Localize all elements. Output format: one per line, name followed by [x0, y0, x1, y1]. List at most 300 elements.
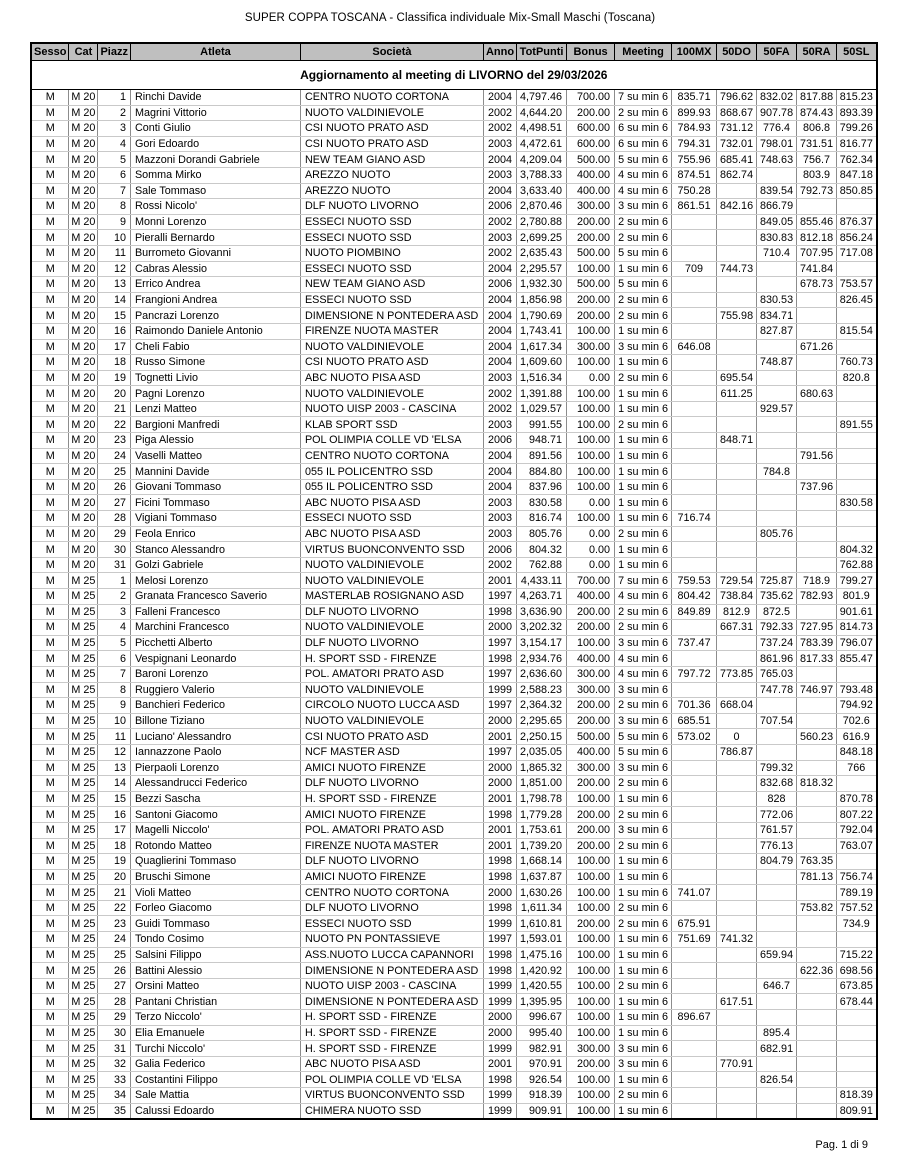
cell-piazz: 6 — [98, 651, 131, 667]
cell-cat: M 20 — [69, 511, 98, 527]
cell-sesso: M — [31, 916, 69, 932]
cell-cat: M 20 — [69, 308, 98, 324]
cell-bonus: 500.00 — [567, 277, 615, 293]
cell-atleta: Forleo Giacomo — [130, 900, 300, 916]
cell-atleta: Frangioni Andrea — [130, 292, 300, 308]
cell-bonus: 600.00 — [567, 136, 615, 152]
cell-bonus: 100.00 — [567, 433, 615, 449]
cell-societa: NUOTO VALDINIEVOLE — [300, 105, 483, 121]
cell-sesso: M — [31, 526, 69, 542]
cell-50fa — [757, 900, 797, 916]
cell-piazz: 16 — [98, 323, 131, 339]
cell-100mx — [672, 323, 717, 339]
cell-50ra: 803.9 — [797, 167, 837, 183]
cell-societa: ESSECI NUOTO SSD — [300, 230, 483, 246]
cell-bonus: 700.00 — [567, 90, 615, 106]
cell-totpunti: 4,498.51 — [517, 121, 567, 137]
cell-cat: M 25 — [69, 963, 98, 979]
cell-cat: M 25 — [69, 573, 98, 589]
cell-cat: M 25 — [69, 1056, 98, 1072]
cell-totpunti: 1,029.57 — [517, 401, 567, 417]
cell-sesso: M — [31, 932, 69, 948]
cell-piazz: 22 — [98, 417, 131, 433]
table-row — [31, 495, 877, 511]
cell-totpunti: 2,635.43 — [517, 245, 567, 261]
cell-anno: 2000 — [483, 776, 516, 792]
cell-totpunti: 1,637.87 — [517, 869, 567, 885]
cell-50fa — [757, 963, 797, 979]
cell-sesso: M — [31, 152, 69, 168]
cell-50fa — [757, 495, 797, 511]
cell-50do: 617.51 — [717, 994, 757, 1010]
cell-societa: ABC NUOTO PISA ASD — [300, 526, 483, 542]
cell-bonus: 200.00 — [567, 807, 615, 823]
cell-100mx: 899.93 — [672, 105, 717, 121]
cell-anno: 2003 — [483, 511, 516, 527]
cell-meeting: 3 su min 6 — [615, 760, 672, 776]
cell-50do: 770.91 — [717, 1056, 757, 1072]
cell-100mx: 646.08 — [672, 339, 717, 355]
cell-totpunti: 995.40 — [517, 1025, 567, 1041]
cell-meeting: 1 su min 6 — [615, 947, 672, 963]
cell-piazz: 17 — [98, 339, 131, 355]
cell-cat: M 20 — [69, 136, 98, 152]
cell-piazz: 3 — [98, 121, 131, 137]
cell-anno: 2004 — [483, 355, 516, 371]
table-row — [31, 620, 877, 636]
cell-50sl: 816.77 — [837, 136, 877, 152]
cell-100mx — [672, 1041, 717, 1057]
cell-totpunti: 1,753.61 — [517, 822, 567, 838]
cell-societa: DLF NUOTO LIVORNO — [300, 635, 483, 651]
cell-societa: CSI NUOTO PRATO ASD — [300, 121, 483, 137]
table-row — [31, 635, 877, 651]
cell-50sl — [837, 433, 877, 449]
cell-bonus: 100.00 — [567, 464, 615, 480]
cell-sesso: M — [31, 838, 69, 854]
table-row — [31, 542, 877, 558]
cell-bonus: 400.00 — [567, 167, 615, 183]
table-row — [31, 916, 877, 932]
table-row — [31, 932, 877, 948]
cell-50ra — [797, 885, 837, 901]
cell-bonus: 100.00 — [567, 994, 615, 1010]
cell-50fa — [757, 1088, 797, 1104]
cell-50ra: 756.7 — [797, 152, 837, 168]
cell-meeting: 1 su min 6 — [615, 932, 672, 948]
cell-50sl: 830.58 — [837, 495, 877, 511]
cell-anno: 2000 — [483, 1025, 516, 1041]
cell-atleta: Mazzoni Dorandi Gabriele — [130, 152, 300, 168]
cell-50ra — [797, 838, 837, 854]
cell-50do: 786.87 — [717, 744, 757, 760]
cell-anno: 1997 — [483, 635, 516, 651]
cell-50fa — [757, 417, 797, 433]
cell-sesso: M — [31, 495, 69, 511]
cell-atleta: Melosi Lorenzo — [130, 573, 300, 589]
cell-50ra — [797, 464, 837, 480]
cell-50sl: 801.9 — [837, 589, 877, 605]
cell-100mx: 675.91 — [672, 916, 717, 932]
cell-anno: 2004 — [483, 339, 516, 355]
cell-meeting: 3 su min 6 — [615, 339, 672, 355]
cell-50fa — [757, 994, 797, 1010]
cell-sesso: M — [31, 90, 69, 106]
table-row — [31, 1010, 877, 1026]
cell-totpunti: 982.91 — [517, 1041, 567, 1057]
cell-50do — [717, 807, 757, 823]
cell-totpunti: 1,668.14 — [517, 854, 567, 870]
cell-100mx: 685.51 — [672, 713, 717, 729]
cell-bonus: 100.00 — [567, 932, 615, 948]
cell-cat: M 20 — [69, 277, 98, 293]
cell-anno: 2002 — [483, 386, 516, 402]
cell-100mx — [672, 386, 717, 402]
cell-50ra — [797, 1010, 837, 1026]
cell-piazz: 26 — [98, 963, 131, 979]
cell-50sl: 848.18 — [837, 744, 877, 760]
cell-50do: 611.25 — [717, 386, 757, 402]
cell-meeting: 4 su min 6 — [615, 666, 672, 682]
cell-cat: M 20 — [69, 479, 98, 495]
cell-atleta: Piga Alessio — [130, 433, 300, 449]
cell-totpunti: 991.55 — [517, 417, 567, 433]
cell-sesso: M — [31, 822, 69, 838]
cell-atleta: Terzo Niccolo' — [130, 1010, 300, 1026]
cell-cat: M 20 — [69, 105, 98, 121]
cell-atleta: Violi Matteo — [130, 885, 300, 901]
cell-totpunti: 2,588.23 — [517, 682, 567, 698]
cell-meeting: 1 su min 6 — [615, 963, 672, 979]
cell-meeting: 1 su min 6 — [615, 261, 672, 277]
cell-piazz: 22 — [98, 900, 131, 916]
cell-50ra: 817.33 — [797, 651, 837, 667]
cell-50ra — [797, 1025, 837, 1041]
cell-100mx — [672, 230, 717, 246]
cell-50fa: 827.87 — [757, 323, 797, 339]
cell-50fa: 710.4 — [757, 245, 797, 261]
cell-50sl: 760.73 — [837, 355, 877, 371]
cell-atleta: Sale Mattia — [130, 1088, 300, 1104]
cell-societa: AREZZO NUOTO — [300, 183, 483, 199]
cell-totpunti: 1,739.20 — [517, 838, 567, 854]
cell-societa: VIRTUS BUONCONVENTO SSD — [300, 542, 483, 558]
cell-totpunti: 4,472.61 — [517, 136, 567, 152]
cell-100mx — [672, 542, 717, 558]
table-row — [31, 651, 877, 667]
cell-100mx — [672, 854, 717, 870]
cell-50ra — [797, 308, 837, 324]
cell-50fa: 832.68 — [757, 776, 797, 792]
cell-sesso: M — [31, 729, 69, 745]
cell-totpunti: 3,154.17 — [517, 635, 567, 651]
cell-piazz: 34 — [98, 1088, 131, 1104]
cell-atleta: Falleni Francesco — [130, 604, 300, 620]
cell-bonus: 200.00 — [567, 776, 615, 792]
cell-cat: M 25 — [69, 635, 98, 651]
cell-bonus: 100.00 — [567, 947, 615, 963]
cell-100mx: 861.51 — [672, 199, 717, 215]
cell-50ra — [797, 994, 837, 1010]
cell-sesso: M — [31, 1088, 69, 1104]
cell-sesso: M — [31, 947, 69, 963]
table-row — [31, 136, 877, 152]
cell-50ra — [797, 744, 837, 760]
cell-sesso: M — [31, 401, 69, 417]
cell-meeting: 2 su min 6 — [615, 308, 672, 324]
table-row — [31, 869, 877, 885]
cell-societa: CSI NUOTO PRATO ASD — [300, 729, 483, 745]
cell-meeting: 3 su min 6 — [615, 713, 672, 729]
table-row — [31, 1041, 877, 1057]
page-number: Pag. 1 di 9 — [815, 1139, 868, 1151]
cell-sesso: M — [31, 900, 69, 916]
cell-50do — [717, 760, 757, 776]
cell-piazz: 11 — [98, 245, 131, 261]
cell-50fa — [757, 542, 797, 558]
cell-meeting: 2 su min 6 — [615, 620, 672, 636]
cell-societa: DIMENSIONE N PONTEDERA ASD — [300, 308, 483, 324]
cell-50fa: 682.91 — [757, 1041, 797, 1057]
cell-bonus: 100.00 — [567, 885, 615, 901]
cell-50fa: 929.57 — [757, 401, 797, 417]
cell-100mx — [672, 1025, 717, 1041]
cell-totpunti: 1,743.41 — [517, 323, 567, 339]
cell-bonus: 0.00 — [567, 370, 615, 386]
cell-societa: NUOTO PN PONTASSIEVE — [300, 932, 483, 948]
cell-100mx: 573.02 — [672, 729, 717, 745]
cell-totpunti: 884.80 — [517, 464, 567, 480]
table-row — [31, 729, 877, 745]
cell-50ra: 741.84 — [797, 261, 837, 277]
cell-cat: M 25 — [69, 869, 98, 885]
cell-bonus: 0.00 — [567, 495, 615, 511]
cell-50ra — [797, 417, 837, 433]
cell-50do — [717, 292, 757, 308]
cell-50sl — [837, 776, 877, 792]
cell-50do: 741.32 — [717, 932, 757, 948]
cell-50ra — [797, 1056, 837, 1072]
cell-cat: M 25 — [69, 1025, 98, 1041]
cell-cat: M 20 — [69, 323, 98, 339]
cell-sesso: M — [31, 557, 69, 573]
cell-atleta: Battini Alessio — [130, 963, 300, 979]
cell-atleta: Marchini Francesco — [130, 620, 300, 636]
cell-100mx: 755.96 — [672, 152, 717, 168]
cell-100mx — [672, 776, 717, 792]
cell-bonus: 100.00 — [567, 791, 615, 807]
cell-piazz: 4 — [98, 620, 131, 636]
cell-totpunti: 2,934.76 — [517, 651, 567, 667]
cell-50ra — [797, 791, 837, 807]
cell-totpunti: 926.54 — [517, 1072, 567, 1088]
cell-100mx: 835.71 — [672, 90, 717, 106]
cell-meeting: 1 su min 6 — [615, 495, 672, 511]
cell-piazz: 2 — [98, 105, 131, 121]
cell-100mx: 794.31 — [672, 136, 717, 152]
cell-piazz: 19 — [98, 370, 131, 386]
cell-cat: M 20 — [69, 245, 98, 261]
cell-meeting: 4 su min 6 — [615, 589, 672, 605]
cell-totpunti: 918.39 — [517, 1088, 567, 1104]
cell-societa: NEW TEAM GIANO ASD — [300, 277, 483, 293]
cell-totpunti: 830.58 — [517, 495, 567, 511]
cell-bonus: 700.00 — [567, 573, 615, 589]
cell-50ra — [797, 542, 837, 558]
cell-50sl: 717.08 — [837, 245, 877, 261]
cell-anno: 2000 — [483, 620, 516, 636]
cell-totpunti: 3,636.90 — [517, 604, 567, 620]
cell-100mx — [672, 869, 717, 885]
cell-societa: ABC NUOTO PISA ASD — [300, 370, 483, 386]
cell-meeting: 2 su min 6 — [615, 526, 672, 542]
cell-50fa: 834.71 — [757, 308, 797, 324]
cell-cat: M 25 — [69, 729, 98, 745]
cell-societa: FIRENZE NUOTA MASTER — [300, 838, 483, 854]
cell-50do — [717, 885, 757, 901]
cell-50do — [717, 1041, 757, 1057]
cell-50ra — [797, 355, 837, 371]
cell-50fa: 799.32 — [757, 760, 797, 776]
cell-meeting: 3 su min 6 — [615, 1041, 672, 1057]
cell-50sl — [837, 386, 877, 402]
table-row — [31, 838, 877, 854]
cell-50fa — [757, 698, 797, 714]
table-row — [31, 1103, 877, 1119]
cell-50sl — [837, 479, 877, 495]
cell-sesso: M — [31, 978, 69, 994]
cell-piazz: 28 — [98, 994, 131, 1010]
cell-sesso: M — [31, 323, 69, 339]
cell-50sl — [837, 199, 877, 215]
cell-50do: 729.54 — [717, 573, 757, 589]
cell-piazz: 10 — [98, 230, 131, 246]
cell-sesso: M — [31, 136, 69, 152]
cell-anno: 1999 — [483, 978, 516, 994]
cell-50fa: 872.5 — [757, 604, 797, 620]
cell-meeting: 2 su min 6 — [615, 370, 672, 386]
cell-meeting: 7 su min 6 — [615, 90, 672, 106]
cell-societa: 055 IL POLICENTRO SSD — [300, 479, 483, 495]
cell-sesso: M — [31, 121, 69, 137]
cell-meeting: 2 su min 6 — [615, 214, 672, 230]
cell-atleta: Banchieri Federico — [130, 698, 300, 714]
cell-piazz: 18 — [98, 838, 131, 854]
cell-anno: 2000 — [483, 885, 516, 901]
table-row — [31, 822, 877, 838]
cell-50do — [717, 838, 757, 854]
cell-societa: ABC NUOTO PISA ASD — [300, 495, 483, 511]
column-header-cat: Cat — [69, 43, 98, 61]
cell-50ra — [797, 604, 837, 620]
cell-atleta: Gori Edoardo — [130, 136, 300, 152]
column-header-bonus: Bonus — [567, 43, 615, 61]
cell-50ra: 707.95 — [797, 245, 837, 261]
table-row — [31, 167, 877, 183]
cell-50ra — [797, 822, 837, 838]
cell-cat: M 25 — [69, 1103, 98, 1119]
cell-societa: H. SPORT SSD - FIRENZE — [300, 651, 483, 667]
cell-anno: 2003 — [483, 167, 516, 183]
cell-50fa — [757, 744, 797, 760]
cell-societa: CIRCOLO NUOTO LUCCA ASD — [300, 698, 483, 714]
cell-cat: M 25 — [69, 620, 98, 636]
cell-totpunti: 1,610.81 — [517, 916, 567, 932]
cell-piazz: 7 — [98, 666, 131, 682]
cell-50ra: 818.32 — [797, 776, 837, 792]
cell-100mx: 737.47 — [672, 635, 717, 651]
cell-sesso: M — [31, 1103, 69, 1119]
cell-anno: 1999 — [483, 916, 516, 932]
cell-50sl: 792.04 — [837, 822, 877, 838]
cell-atleta: Lenzi Matteo — [130, 401, 300, 417]
cell-50do: 842.16 — [717, 199, 757, 215]
cell-societa: MASTERLAB ROSIGNANO ASD — [300, 589, 483, 605]
cell-meeting: 1 su min 6 — [615, 1025, 672, 1041]
cell-societa: CENTRO NUOTO CORTONA — [300, 448, 483, 464]
cell-sesso: M — [31, 620, 69, 636]
cell-societa: DLF NUOTO LIVORNO — [300, 900, 483, 916]
cell-50fa — [757, 277, 797, 293]
cell-50sl: 809.91 — [837, 1103, 877, 1119]
cell-societa: KLAB SPORT SSD — [300, 417, 483, 433]
cell-100mx — [672, 355, 717, 371]
cell-societa: ESSECI NUOTO SSD — [300, 261, 483, 277]
cell-totpunti: 804.32 — [517, 542, 567, 558]
column-header-50do: 50DO — [717, 43, 757, 61]
cell-bonus: 100.00 — [567, 869, 615, 885]
cell-atleta: Stanco Alessandro — [130, 542, 300, 558]
table-row — [31, 994, 877, 1010]
cell-anno: 1999 — [483, 1103, 516, 1119]
cell-societa: ABC NUOTO PISA ASD — [300, 1056, 483, 1072]
cell-cat: M 20 — [69, 292, 98, 308]
cell-50ra — [797, 947, 837, 963]
table-row — [31, 1088, 877, 1104]
cell-totpunti: 1,865.32 — [517, 760, 567, 776]
cell-piazz: 27 — [98, 978, 131, 994]
cell-100mx — [672, 838, 717, 854]
table-row — [31, 760, 877, 776]
cell-100mx: 874.51 — [672, 167, 717, 183]
cell-cat: M 20 — [69, 230, 98, 246]
cell-piazz: 13 — [98, 277, 131, 293]
cell-piazz: 33 — [98, 1072, 131, 1088]
cell-cat: M 25 — [69, 698, 98, 714]
column-header-anno: Anno — [483, 43, 516, 61]
cell-anno: 2003 — [483, 370, 516, 386]
cell-anno: 2001 — [483, 838, 516, 854]
table-row — [31, 807, 877, 823]
cell-cat: M 25 — [69, 589, 98, 605]
cell-50sl — [837, 854, 877, 870]
cell-sesso: M — [31, 386, 69, 402]
cell-sesso: M — [31, 105, 69, 121]
cell-piazz: 30 — [98, 542, 131, 558]
cell-sesso: M — [31, 682, 69, 698]
cell-atleta: Elia Emanuele — [130, 1025, 300, 1041]
cell-50fa: 748.87 — [757, 355, 797, 371]
cell-50do — [717, 230, 757, 246]
table-row — [31, 214, 877, 230]
cell-anno: 1998 — [483, 651, 516, 667]
cell-50fa — [757, 433, 797, 449]
cell-bonus: 300.00 — [567, 666, 615, 682]
cell-100mx — [672, 417, 717, 433]
cell-sesso: M — [31, 604, 69, 620]
cell-sesso: M — [31, 1025, 69, 1041]
cell-atleta: Ficini Tommaso — [130, 495, 300, 511]
